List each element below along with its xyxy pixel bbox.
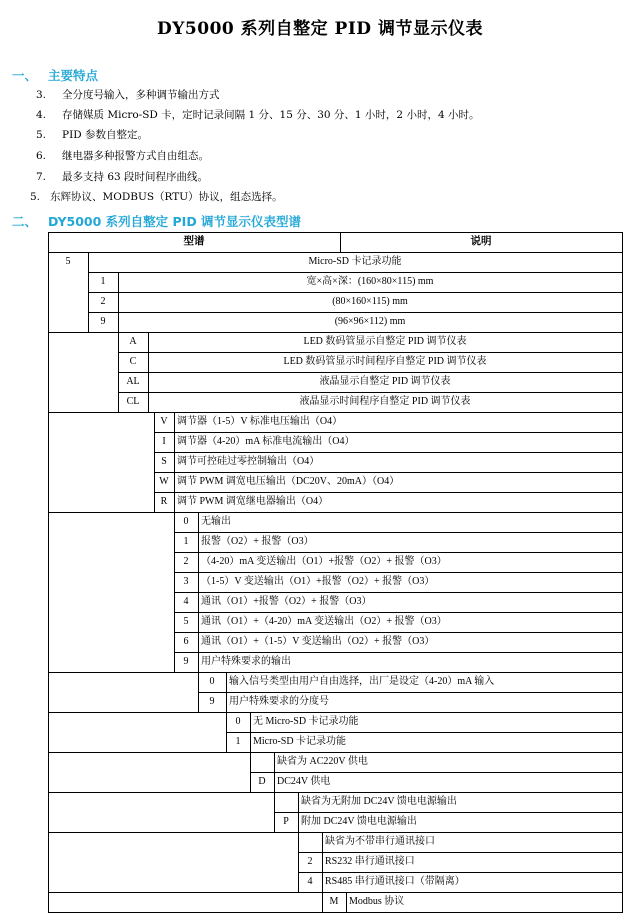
table-rule [48, 832, 298, 833]
table-cell-description: Micro-SD 卡记录功能 [308, 256, 402, 267]
table-rule [48, 412, 154, 413]
section-number: 二、 [12, 214, 38, 229]
table-cell-description: 缺省为 AC220V 供电 [277, 756, 368, 767]
section-number: 一、 [12, 68, 38, 83]
table-cell-description: (80×160×115) mm [332, 296, 408, 307]
table-cell-code: S [161, 456, 167, 467]
table-cell-description: 报警（O2）+ 报警（O3） [201, 536, 314, 547]
table-cell-description: LED 数码管显示自整定 PID 调节仪表 [303, 336, 467, 347]
table-cell-code: 1 [183, 536, 189, 547]
table-cell-description: 用户特殊要求的分度号 [229, 696, 329, 707]
table-cell-code: P [283, 816, 289, 827]
table-cell-description: 附加 DC24V 馈电电源输出 [301, 816, 417, 827]
table-cell-code [274, 792, 298, 812]
table-cell-description: 液晶显示时间程序自整定 PID 调节仪表 [299, 396, 471, 407]
table-rule [48, 232, 623, 233]
feature-item: 7. 最多支持 63 段时间程序曲线。 [36, 171, 209, 183]
section-label: 主要特点 [48, 68, 99, 83]
table-cell-description: (96×96×112) mm [334, 316, 406, 327]
table-cell-description: 液晶显示自整定 PID 调节仪表 [319, 376, 451, 387]
section-label: DY5000 系列自整定 PID 调节显示仪表型谱 [48, 214, 302, 229]
table-cell-description: 调节 PWM 调宽继电器输出（O4） [177, 496, 329, 507]
table-cell-code: I [162, 436, 166, 447]
document-title: DY5000 系列自整定 PID 调节显示仪表 [157, 19, 483, 39]
table-cell-code: 5 [65, 256, 71, 267]
table-rule [340, 232, 341, 252]
table-cell-code: 5 [183, 616, 189, 627]
table-cell-code: 1 [235, 736, 241, 747]
table-rule [48, 512, 174, 513]
feature-item: 4. 存储媒质 Micro-SD 卡，定时记录间隔 1 分、15 分、30 分、1 小时，2 小时，4 小时。 [36, 109, 480, 121]
table-cell-code: R [160, 496, 168, 507]
table-cell-code: 0 [209, 676, 215, 687]
table-rule [48, 752, 250, 753]
table-cell-code: CL [126, 396, 140, 407]
table-cell-description: 宽×高×深：(160×80×115) mm [306, 276, 434, 287]
table-cell-code: 6 [183, 636, 189, 647]
table-cell-code: 4 [307, 876, 313, 887]
table-rule [48, 332, 118, 333]
table-cell-code: 0 [183, 516, 189, 527]
table-rule [48, 672, 198, 673]
table-cell-code: 2 [307, 856, 313, 867]
table-cell-code: C [129, 356, 137, 367]
feature-item: 5. 东辉协议、MODBUS（RTU）协议，组态选择。 [30, 191, 283, 203]
table-cell-description: （4-20）mA 变送输出（O1）+报警（O2）+ 报警（O3） [201, 556, 447, 567]
table-cell-description: （1-5）V 变送输出（O1）+报警（O2）+ 报警（O3） [201, 576, 435, 587]
table-header-model: 型谱 [183, 235, 205, 247]
table-rule [48, 792, 274, 793]
table-cell-code: M [329, 896, 339, 907]
table-cell-code: 2 [100, 296, 106, 307]
feature-item: 3. 全分度号输入，多种调节输出方式 [36, 89, 220, 101]
table-cell-description: Micro-SD 卡记录功能 [253, 736, 347, 747]
feature-item: 6. 继电器多种报警方式自由组态。 [36, 150, 209, 162]
table-rule [48, 892, 322, 893]
table-cell-code: D [258, 776, 266, 787]
table-rule [48, 232, 49, 912]
table-cell-code [250, 752, 274, 772]
table-cell-description: 用户特殊要求的输出 [201, 656, 291, 667]
table-cell-description: RS485 串行通讯接口（带隔离） [325, 876, 465, 887]
table-cell-description: 无 Micro-SD 卡记录功能 [253, 716, 359, 727]
table-cell-code: 9 [209, 696, 215, 707]
table-cell-description: Modbus 协议 [349, 896, 405, 907]
table-rule [48, 712, 226, 713]
table-cell-description: 缺省为不带串行通讯接口 [325, 836, 435, 847]
table-cell-code: 1 [100, 276, 106, 287]
table-cell-description: 调节器（4-20）mA 标准电流输出（O4） [177, 436, 355, 447]
table-cell-description: RS232 串行通讯接口 [325, 856, 415, 867]
table-cell-description: 缺省为无附加 DC24V 馈电电源输出 [301, 796, 457, 807]
table-cell-description: 通讯（O1）+报警（O2）+ 报警（O3） [201, 596, 372, 607]
table-rule [622, 232, 623, 912]
table-cell-code: 9 [183, 656, 189, 667]
table-cell-code [298, 832, 322, 852]
table-cell-description: 调节器（1-5）V 标准电压输出（O4） [177, 416, 343, 427]
table-cell-description: 调节可控硅过零控制输出（O4） [177, 456, 320, 467]
table-cell-description: 输入信号类型由用户自由选择，出厂是设定（4-20）mA 输入 [229, 676, 495, 687]
table-cell-code: A [129, 336, 137, 347]
table-cell-description: 调节 PWM 调宽电压输出（DC20V、20mA）（O4） [177, 476, 400, 487]
table-cell-code: 4 [183, 596, 189, 607]
table-cell-description: 通讯（O1）+（1-5）V 变送输出（O2）+ 报警（O3） [201, 636, 435, 647]
table-cell-description: 无输出 [201, 516, 231, 527]
table-cell-code: 3 [183, 576, 189, 587]
feature-item: 5. PID 参数自整定。 [36, 129, 148, 141]
table-cell-code: 0 [235, 716, 241, 727]
table-cell-code: AL [126, 376, 140, 387]
table-cell-description: DC24V 供电 [277, 776, 331, 787]
table-rule [48, 912, 623, 913]
table-cell-description: 通讯（O1）+（4-20）mA 变送输出（O2）+ 报警（O3） [201, 616, 447, 627]
table-cell-code: 9 [100, 316, 106, 327]
table-cell-description: LED 数码管显示时间程序自整定 PID 调节仪表 [283, 356, 487, 367]
table-cell-code: 2 [183, 556, 189, 567]
table-cell-code: V [160, 416, 168, 427]
table-cell-code: W [159, 476, 169, 487]
table-header-description: 说明 [470, 235, 492, 247]
